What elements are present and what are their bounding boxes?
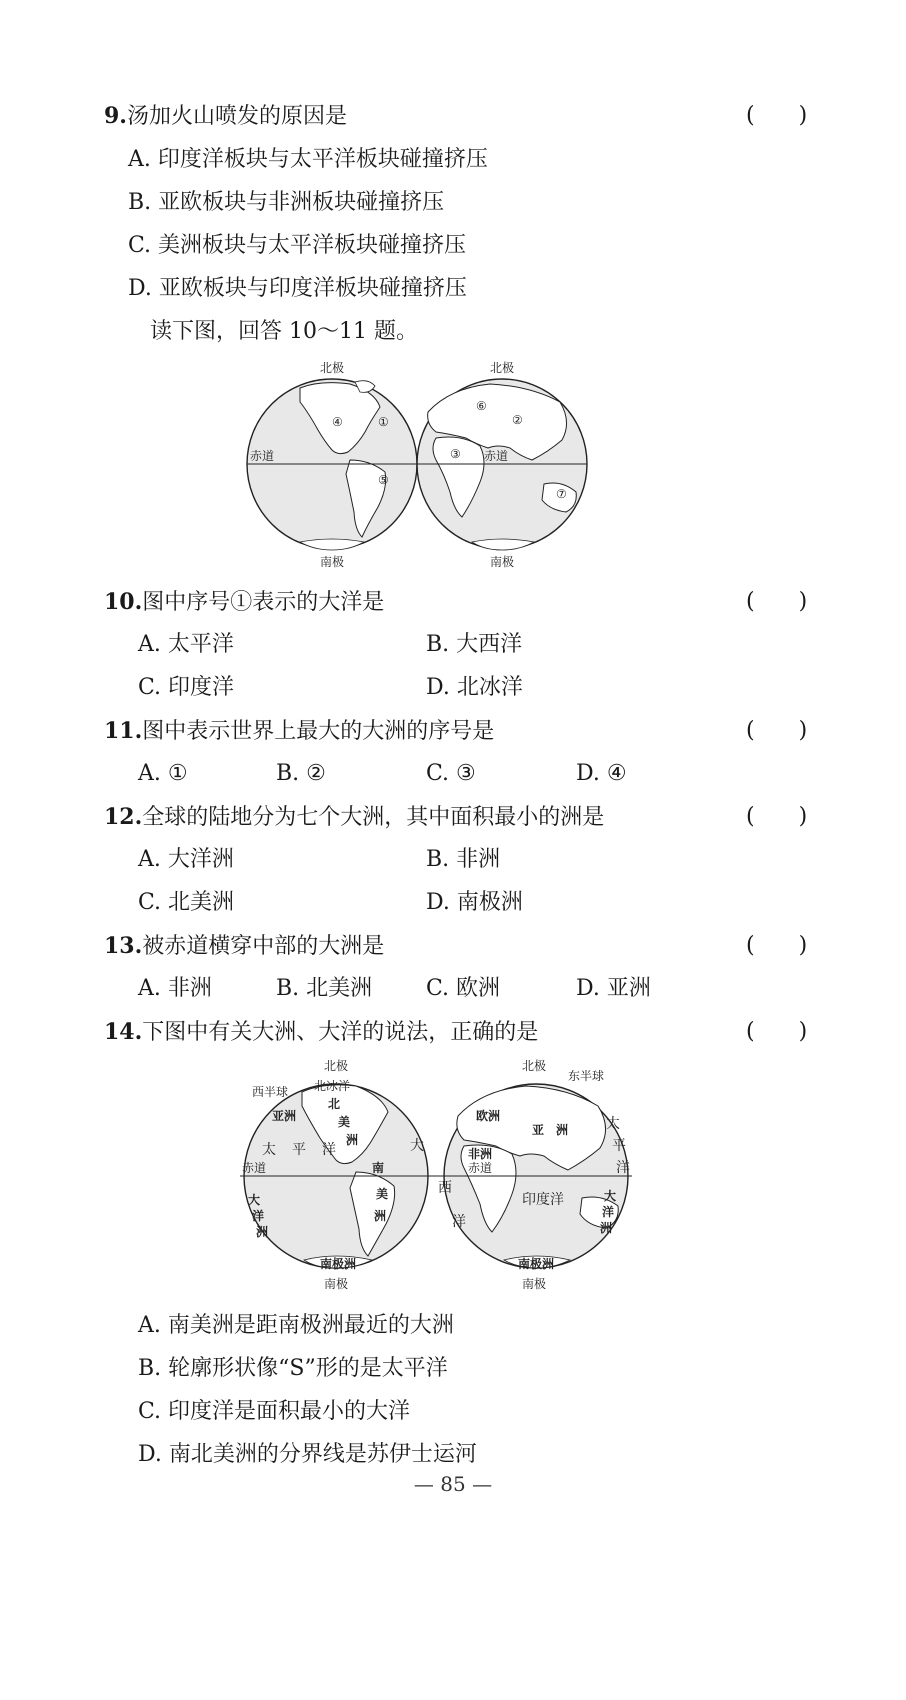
q10-option-c[interactable]: C. 印度洋 (138, 675, 235, 700)
east-hemisphere-label: 东半球 (568, 1069, 605, 1083)
equator-label-left: 赤道 (250, 449, 275, 463)
q12-option-d[interactable]: D. 南极洲 (426, 890, 523, 915)
q10-text: 图中序号①表示的大洋是 (142, 590, 385, 615)
q11-number: 11. (104, 718, 143, 744)
world-map-figure-1 (240, 352, 600, 572)
q13-answer-blank[interactable]: ( ) (746, 933, 808, 958)
q9-answer-blank[interactable]: ( ) (746, 103, 808, 128)
north-america-label-1: 北 (328, 1097, 341, 1111)
q14-answer-blank[interactable]: ( ) (746, 1019, 808, 1044)
equator-label-left-2: 赤道 (242, 1161, 267, 1175)
oceania-right-label-2: 洋 (602, 1205, 615, 1219)
q11-answer-blank[interactable]: ( ) (746, 718, 808, 743)
asia-left-label: 亚洲 (272, 1109, 297, 1123)
south-pole-label-right-2: 南极 (522, 1277, 547, 1291)
q12-option-a[interactable]: A. 大洋洲 (138, 847, 234, 872)
q11-option-d[interactable]: D. ④ (576, 761, 627, 786)
south-america-label-3: 洲 (374, 1209, 387, 1223)
q9-option-b[interactable]: B. 亚欧板块与非洲板块碰撞挤压 (128, 190, 445, 215)
q12-text: 全球的陆地分为七个大洲，其中面积最小的洲是 (142, 805, 605, 830)
q11-stem (104, 717, 494, 746)
south-pole-label-right: 南极 (490, 555, 515, 569)
antarctica-left-shape (300, 539, 364, 550)
q12-answer-blank[interactable]: ( ) (746, 804, 808, 829)
south-pole-label-left-2: 南极 (324, 1277, 349, 1291)
q14-text: 下图中有关大洲、大洋的说法，正确的是 (142, 1020, 539, 1045)
africa-label: 非洲 (468, 1147, 493, 1161)
world-map-2-svg (232, 1054, 642, 1294)
oceania-left-label-1: 大 (248, 1193, 261, 1207)
north-pole-label-right-2: 北极 (522, 1059, 547, 1073)
q9-option-a[interactable]: A. 印度洋板块与太平洋板块碰撞挤压 (128, 147, 488, 172)
pacific-left-label-1: 太 (262, 1142, 276, 1158)
q12-stem (104, 803, 604, 832)
q13-option-a[interactable]: A. 非洲 (138, 976, 212, 1001)
q9-option-d[interactable]: D. 亚欧板块与印度洋板块碰撞挤压 (128, 276, 467, 301)
q9-number: 9. (104, 103, 127, 129)
marker-1: ① (378, 415, 389, 429)
pacific-left-label-2: 平 (292, 1142, 306, 1158)
asia-right-label: 亚 洲 (532, 1123, 569, 1137)
q10-answer-blank[interactable]: ( ) (746, 589, 808, 614)
q10-option-d[interactable]: D. 北冰洋 (426, 675, 523, 700)
north-pole-label-left: 北极 (320, 361, 345, 375)
north-america-label-2: 美 (338, 1115, 351, 1129)
south-america-label-2: 美 (376, 1187, 389, 1201)
marker-3: ③ (450, 447, 461, 461)
pacific-right-label-2: 平 (612, 1138, 626, 1154)
oceania-right-label-3: 洲 (600, 1221, 613, 1235)
q13-text: 被赤道横穿中部的大洲是 (142, 934, 385, 959)
q14-option-c[interactable]: C. 印度洋是面积最小的大洋 (138, 1399, 411, 1424)
q14-option-a[interactable]: A. 南美洲是距南极洲最近的大洲 (138, 1313, 454, 1338)
q10-stem (104, 588, 384, 617)
equator-label-right-2: 赤道 (468, 1161, 493, 1175)
q14-option-d[interactable]: D. 南北美洲的分界线是苏伊士运河 (138, 1442, 477, 1467)
q10-option-b[interactable]: B. 大西洋 (426, 632, 523, 657)
pacific-right-label-3: 洋 (616, 1160, 630, 1176)
north-pole-label-left-2: 北极 (324, 1059, 349, 1073)
antarctica-right-shape (472, 539, 534, 550)
q11-option-a[interactable]: A. ① (138, 761, 188, 786)
intro-text: 读下图，回答 10～11 题。 (150, 319, 418, 344)
q10-number: 10. (104, 589, 143, 615)
marker-6: ⑥ (476, 399, 487, 413)
q9-stem (104, 102, 347, 131)
q9-option-c[interactable]: C. 美洲板块与太平洋板块碰撞挤压 (128, 233, 467, 258)
west-hemisphere-label: 西半球 (252, 1085, 289, 1099)
q13-option-d[interactable]: D. 亚洲 (576, 976, 651, 1001)
marker-7: ⑦ (556, 487, 567, 501)
q13-option-c[interactable]: C. 欧洲 (426, 976, 501, 1001)
marker-4: ④ (332, 415, 343, 429)
atlantic-label-2: 西 (438, 1180, 452, 1196)
q14-number: 14. (104, 1019, 143, 1045)
pacific-right-label-1: 太 (606, 1116, 620, 1132)
antarctica-right-label: 南极洲 (518, 1257, 555, 1271)
antarctica-left-label: 南极洲 (320, 1257, 357, 1271)
oceania-left-label-2: 洋 (252, 1209, 265, 1223)
q11-option-c[interactable]: C. ③ (426, 761, 476, 786)
atlantic-label-1: 大 (410, 1138, 424, 1154)
north-pole-label-right: 北极 (490, 361, 515, 375)
q10-option-a[interactable]: A. 太平洋 (138, 632, 234, 657)
q13-number: 13. (104, 933, 143, 959)
arctic-ocean-label: 北冰洋 (314, 1079, 351, 1093)
q14-stem (104, 1018, 538, 1047)
equator-label-right: 赤道 (484, 449, 509, 463)
south-pole-label-left: 南极 (320, 555, 345, 569)
q12-option-c[interactable]: C. 北美洲 (138, 890, 235, 915)
oceania-left-label-3: 洲 (256, 1225, 269, 1239)
world-map-1-svg (240, 352, 600, 572)
south-america-label-1: 南 (372, 1161, 385, 1175)
q13-stem (104, 932, 384, 961)
oceania-right-label-1: 大 (604, 1189, 617, 1203)
indian-ocean-label: 印度洋 (522, 1192, 564, 1208)
marker-2: ② (512, 413, 523, 427)
page-number: — 85 — (413, 1472, 493, 1496)
q14-option-b[interactable]: B. 轮廓形状像“S”形的是太平洋 (138, 1356, 448, 1381)
q13-option-b[interactable]: B. 北美洲 (276, 976, 373, 1001)
marker-5: ⑤ (378, 473, 389, 487)
q11-text: 图中表示世界上最大的大洲的序号是 (142, 719, 495, 744)
q12-number: 12. (104, 804, 143, 830)
q11-option-b[interactable]: B. ② (276, 761, 326, 786)
europe-label: 欧洲 (476, 1109, 501, 1123)
north-america-label-3: 洲 (346, 1133, 359, 1147)
q9-text: 汤加火山喷发的原因是 (126, 104, 347, 129)
q12-option-b[interactable]: B. 非洲 (426, 847, 501, 872)
atlantic-label-3: 洋 (452, 1214, 466, 1230)
pacific-left-label-3: 洋 (322, 1142, 336, 1158)
world-map-figure-2 (232, 1054, 642, 1294)
